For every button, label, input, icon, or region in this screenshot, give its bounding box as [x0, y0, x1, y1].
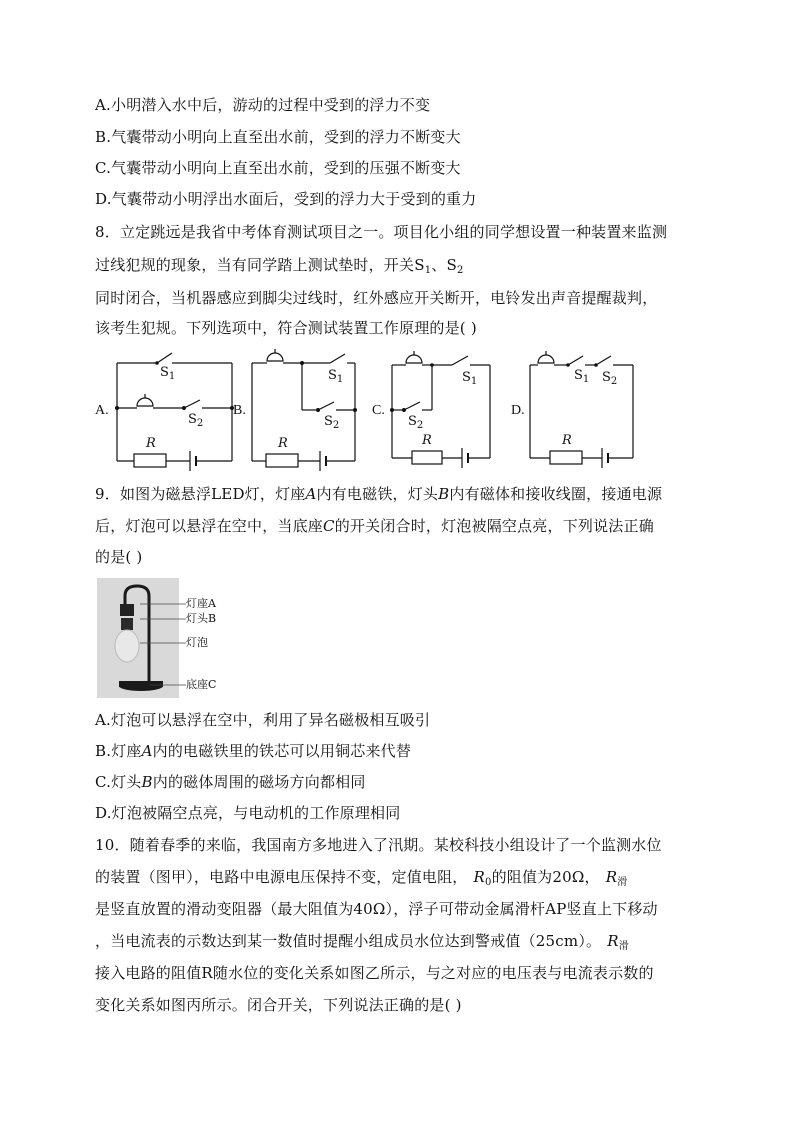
- q8-option-b-label: B.: [233, 403, 246, 418]
- label-lamp-holder-a: 灯座A: [186, 597, 216, 610]
- q9-line-1: 9．如图为磁悬浮LED灯，灯座A内有电磁铁，灯头B内有磁体和接收线圈，接通电源: [95, 485, 663, 503]
- circuit-b-s1-label: $S_1$: [328, 368, 344, 385]
- q9-option-d: D.灯泡被隔空点亮，与电动机的工作原理相同: [95, 804, 401, 822]
- q9-option-a: A.灯泡可以悬浮在空中，利用了异名磁极相互吸引: [95, 711, 431, 729]
- circuit-diagram-b: [250, 348, 365, 477]
- q10-line-4: ，当电流表的示数达到某一数值时提醒小组成员水位达到警戒值（25cm）。 $R_滑$: [95, 932, 629, 952]
- circuit-a-s1-label: $S_1$: [160, 365, 176, 382]
- circuit-diagram-c: [390, 350, 500, 474]
- q8-option-c-label: C.: [372, 403, 385, 418]
- q10-line-6: 变化关系如图丙所示。闭合开关，下列说法正确的是( ): [95, 996, 462, 1014]
- q10-line-1: 10．随着春季的来临，我国南方多地进入了汛期。某校科技小组设计了一个监测水位: [95, 836, 662, 854]
- q7-option-a: A.小明潜入水中后，游动的过程中受到的浮力不变: [95, 96, 431, 114]
- circuit-b-r-label: R: [278, 436, 288, 451]
- circuit-b-svg: [250, 348, 365, 473]
- q8-line-4: 该考生犯规。下列选项中，符合测试装置工作原理的是( ): [95, 319, 477, 337]
- label-lamp-head-b: 灯头B: [186, 612, 217, 625]
- circuit-d-s1-label: $S_1$: [574, 368, 590, 385]
- q9-line-3: 的是( ): [95, 548, 143, 566]
- label-bulb: 灯泡: [186, 636, 208, 649]
- circuit-diagram-d: [528, 350, 643, 474]
- q7-option-b: B.气囊带动小明向上直至出水前，受到的浮力不断变大: [95, 128, 461, 146]
- q10-line-3: 是竖直放置的滑动变阻器（最大阻值为40Ω），浮子可带动金属滑杆AP竖直上下移动: [95, 900, 658, 918]
- q8-line-1: 8．立定跳远是我省中考体育测试项目之一。项目化小组的同学想设置一种装置来监测: [95, 223, 668, 241]
- circuit-c-s2-label: $S_2$: [408, 414, 424, 431]
- circuit-d-r-label: R: [562, 433, 572, 448]
- q9-line-2: 后，灯泡可以悬浮在空中，当底座C的开关闭合时，灯泡被隔空点亮，下列说法正确: [95, 517, 654, 535]
- q9-option-c: C.灯头B内的磁体周围的磁场方向都相同: [95, 773, 366, 791]
- q9-option-b: B.灯座A内的电磁铁里的铁芯可以用铜芯来代替: [95, 742, 412, 760]
- circuit-a-svg: [112, 348, 242, 473]
- q7-option-c: C.气囊带动小明向上直至出水前，受到的压强不断变大: [95, 159, 461, 177]
- circuit-b-s2-label: $S_2$: [324, 414, 340, 431]
- q8-line-3: 同时闭合，当机器感应到脚尖过线时，红外感应开关断开，电铃发出声音提醒裁判，: [95, 289, 658, 307]
- q10-line-5: 接入电路的阻值R随水位的变化关系如图乙所示，与之对应的电压表与电流表示数的: [95, 964, 654, 982]
- circuit-c-s1-label: $S_1$: [462, 370, 478, 387]
- circuit-c-svg: [390, 350, 500, 470]
- circuit-d-s2-label: $S_2$: [602, 370, 618, 387]
- lamp-pointer-lines: [140, 600, 190, 690]
- label-base-c: 底座C: [186, 678, 217, 691]
- q8-option-a-label: A.: [95, 403, 109, 418]
- q7-option-d: D.气囊带动小明浮出水面后，受到的浮力大于受到的重力: [95, 190, 477, 208]
- q8-option-d-label: D.: [511, 403, 525, 418]
- circuit-a-s2-label: $S_2$: [188, 412, 204, 429]
- circuit-c-r-label: R: [422, 433, 432, 448]
- circuit-diagram-a: [112, 348, 242, 477]
- circuit-a-r-label: R: [146, 436, 156, 451]
- q8-line-2: 过线犯规的现象，当有同学踏上测试垫时，开关$S_1$、$S_2$: [95, 256, 464, 276]
- q10-line-2: 的装置（图甲），电路中电源电压保持不变，定值电阻， $R_0$的阻值为20Ω， $R_滑$: [95, 868, 628, 888]
